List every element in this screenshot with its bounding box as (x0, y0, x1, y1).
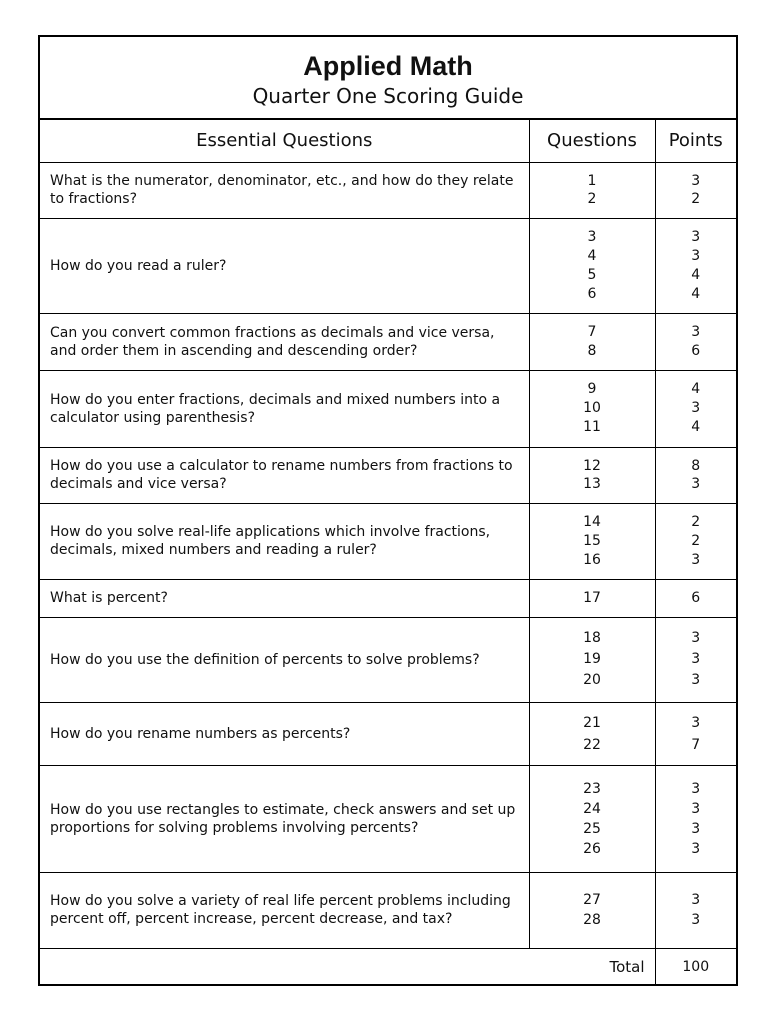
question-number: 27 (583, 892, 601, 908)
essential-question-text: Can you convert common fractions as decimals and vice versa, and order them in ascending and descending order? (40, 313, 529, 370)
point-value: 3 (691, 892, 701, 908)
question-number: 23 (583, 780, 601, 797)
essential-question-text: How do you use a calculator to rename numbers from fractions to decimals and vice versa? (40, 447, 529, 503)
essential-question-text: How do you use the definition of percents to solve problems? (40, 617, 529, 702)
question-numbers-cell (529, 313, 655, 370)
title-block (40, 37, 736, 120)
table-row (40, 370, 736, 447)
point-value: 3 (691, 800, 701, 817)
question-number: 16 (583, 551, 601, 568)
table-row (40, 503, 736, 579)
table-row (40, 579, 736, 617)
question-number: 13 (583, 476, 601, 492)
point-value: 2 (691, 532, 701, 549)
point-value: 3 (691, 228, 701, 245)
point-value: 4 (691, 381, 701, 397)
points-cell (655, 617, 736, 702)
table-row (40, 702, 736, 765)
question-number: 2 (587, 191, 597, 207)
points-cell (655, 313, 736, 370)
point-value: 6 (691, 590, 701, 606)
points-cell (655, 579, 736, 617)
essential-question-text: What is the numerator, denominator, etc., and how do they relate to fractions? (40, 162, 529, 218)
scoring-guide-sheet (38, 35, 738, 986)
point-value: 4 (691, 419, 701, 435)
points-cell (655, 765, 736, 872)
table-row (40, 162, 736, 218)
question-number: 4 (587, 247, 597, 264)
points-cell (655, 370, 736, 447)
page-title: Applied Math (303, 51, 473, 81)
question-number: 9 (587, 381, 597, 397)
question-number: 18 (583, 630, 601, 646)
point-value: 3 (691, 714, 701, 731)
point-value: 2 (691, 513, 701, 530)
point-value: 3 (691, 840, 701, 857)
page-subtitle: Quarter One Scoring Guide (252, 84, 524, 108)
question-numbers-cell (529, 370, 655, 447)
essential-question-text: How do you enter fractions, decimals and mixed numbers into a calculator using parenthesis? (40, 370, 529, 447)
total-value: 100 (655, 948, 736, 986)
point-value: 8 (691, 458, 701, 474)
essential-question-text: How do you rename numbers as percents? (40, 702, 529, 765)
points-cell (655, 218, 736, 313)
point-value: 3 (691, 912, 701, 928)
points-header: Points (655, 120, 736, 162)
question-number: 1 (587, 173, 597, 189)
scoring-table (40, 120, 736, 986)
table-row (40, 447, 736, 503)
question-number: 11 (583, 419, 601, 435)
question-number: 3 (587, 228, 597, 245)
point-value: 4 (691, 266, 701, 283)
essential-question-text: How do you solve real-life applications which involve fractions, decimals, mixed numbers and reading a ruler? (40, 503, 529, 579)
point-value: 3 (691, 173, 701, 189)
total-row (40, 948, 736, 986)
question-number: 5 (587, 266, 597, 283)
question-number: 19 (583, 651, 601, 667)
question-numbers-cell (529, 162, 655, 218)
table-body (40, 162, 736, 948)
point-value: 4 (691, 285, 701, 302)
points-cell (655, 162, 736, 218)
point-value: 3 (691, 476, 701, 492)
table-header-row (40, 120, 736, 162)
question-number: 28 (583, 912, 601, 928)
point-value: 3 (691, 630, 701, 646)
point-value: 3 (691, 551, 701, 568)
question-numbers-cell (529, 765, 655, 872)
table-row (40, 313, 736, 370)
essential-questions-header: Essential Questions (40, 120, 529, 162)
question-number: 26 (583, 840, 601, 857)
points-cell (655, 447, 736, 503)
point-value: 7 (691, 736, 701, 753)
total-label: Total (40, 948, 655, 986)
question-numbers-cell (529, 579, 655, 617)
essential-question-text: How do you read a ruler? (40, 218, 529, 313)
question-number: 21 (583, 714, 601, 731)
question-number: 22 (583, 736, 601, 753)
point-value: 3 (691, 400, 701, 416)
question-numbers-cell (529, 218, 655, 313)
question-number: 25 (583, 820, 601, 837)
question-number: 6 (587, 285, 597, 302)
question-number: 14 (583, 513, 601, 530)
point-value: 3 (691, 672, 701, 688)
table-row (40, 765, 736, 872)
point-value: 3 (691, 651, 701, 667)
question-number: 10 (583, 400, 601, 416)
table-row (40, 617, 736, 702)
points-cell (655, 702, 736, 765)
question-number: 17 (583, 590, 601, 606)
point-value: 3 (691, 780, 701, 797)
points-cell (655, 872, 736, 948)
question-numbers-cell (529, 447, 655, 503)
question-numbers-cell (529, 872, 655, 948)
point-value: 2 (691, 191, 701, 207)
table-row (40, 218, 736, 313)
question-numbers-cell (529, 503, 655, 579)
question-number: 20 (583, 672, 601, 688)
point-value: 3 (691, 323, 701, 340)
question-numbers-cell (529, 617, 655, 702)
question-number: 15 (583, 532, 601, 549)
question-number: 8 (587, 342, 597, 359)
essential-question-text: What is percent? (40, 579, 529, 617)
table-row (40, 872, 736, 948)
point-value: 3 (691, 820, 701, 837)
question-number: 24 (583, 800, 601, 817)
points-cell (655, 503, 736, 579)
questions-header: Questions (529, 120, 655, 162)
question-number: 12 (583, 458, 601, 474)
essential-question-text: How do you use rectangles to estimate, check answers and set up proportions for solving problems involving percents? (40, 765, 529, 872)
question-number: 7 (587, 323, 597, 340)
point-value: 3 (691, 247, 701, 264)
point-value: 6 (691, 342, 701, 359)
essential-question-text: How do you solve a variety of real life percent problems including percent off, percent increase, percent decrease, and tax? (40, 872, 529, 948)
question-numbers-cell (529, 702, 655, 765)
